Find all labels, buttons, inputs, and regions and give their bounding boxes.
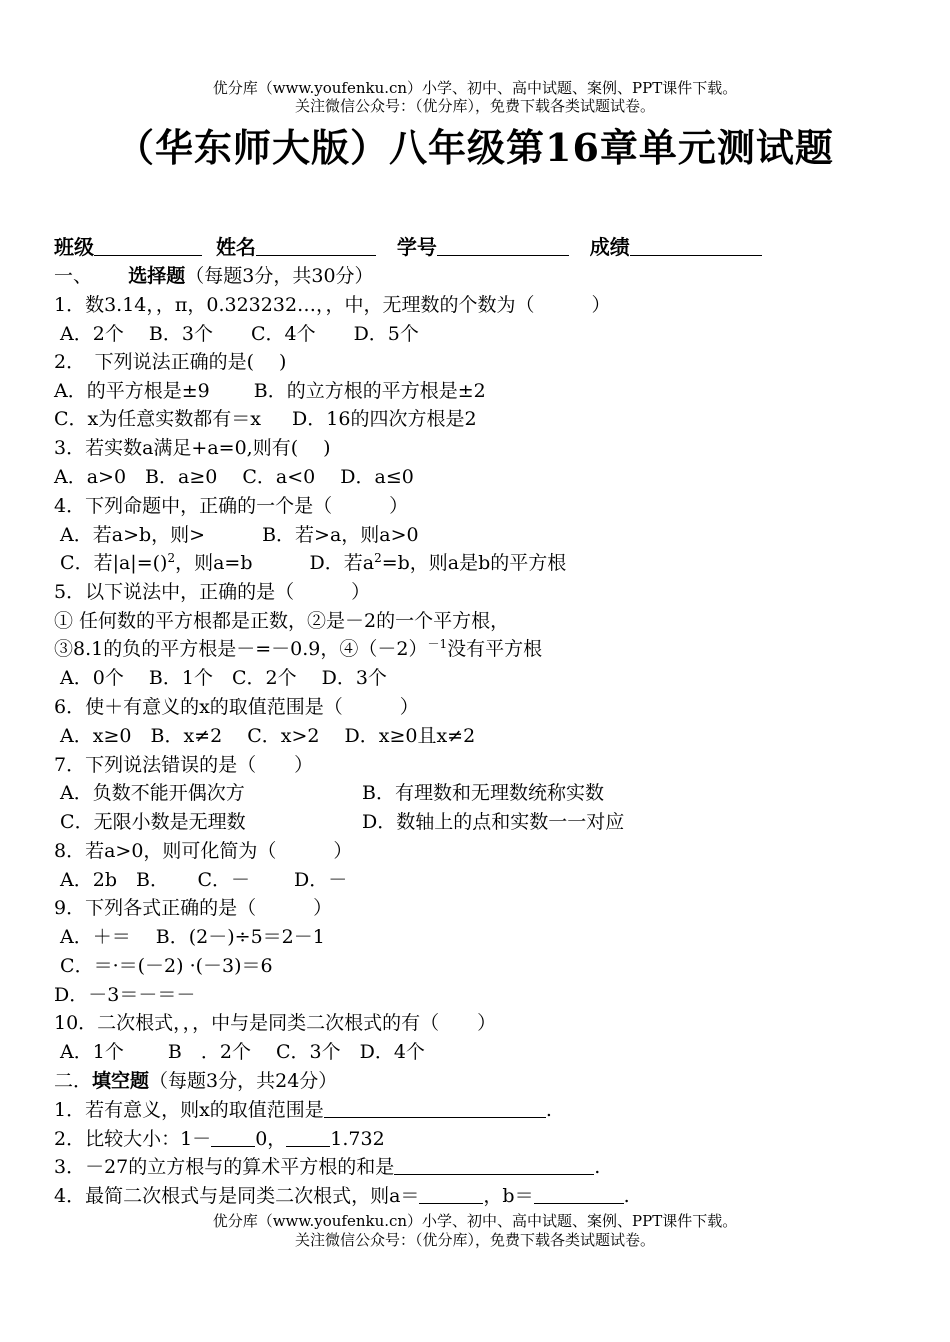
fill-2: [54, 1126, 385, 1152]
q7-option-c: C．无限小数是无理数: [54, 811, 246, 833]
fill-2-blank-1[interactable]: [211, 1126, 255, 1147]
section-1-number: 一、: [54, 265, 93, 287]
q4-stem: 4．下列命题中，正确的一个是（ ）: [54, 495, 409, 517]
fill-2-blank-2[interactable]: [286, 1126, 330, 1147]
fill-4-mid: ，b＝: [483, 1185, 534, 1207]
footer-line-2: 关注微信公众号：（优分库），免费下载各类试题试卷。: [294, 1231, 655, 1249]
q1-stem: 1．数3.14，，π，0.323232…，，中，无理数的个数为（ ）: [54, 294, 611, 316]
q4-option-d-exponent: 2: [374, 551, 382, 565]
section-1-title: 选择题: [128, 265, 186, 287]
q4-options-cd: [54, 550, 566, 576]
page-title: （华东师大版）八年级第16章单元测试题: [116, 125, 834, 170]
class-label: 班级: [54, 235, 94, 259]
section-1-heading: [54, 263, 374, 289]
fill-1-blank[interactable]: [324, 1097, 546, 1118]
fill-4-end: .: [623, 1185, 630, 1207]
q5-statement-2: [54, 636, 542, 662]
q5-exponent: －1: [427, 637, 448, 651]
footer-line-1: 优分库（www.youfenku.cn）小学、初中、高中试题、案例、PPT课件下载。: [212, 1212, 738, 1230]
q2-options-ab: A．的平方根是±9 B．的立方根的平方根是±2: [54, 380, 486, 402]
fill-2-mid: 0，: [255, 1128, 287, 1150]
student-info-row: [54, 234, 762, 260]
section-2-number: 二．: [54, 1070, 93, 1092]
q4-options-ab: A．若a>b，则> B．若>a，则a>0: [54, 524, 419, 546]
header-line-2: 关注微信公众号：（优分库），免费下载各类试题试卷。: [294, 97, 655, 115]
fill-4: [54, 1183, 630, 1209]
number-label: 学号: [396, 235, 437, 259]
q3-options: A．a>0 B．a≥0 C．a<0 D．a≤0: [54, 466, 414, 488]
q9-option-d: D．－3＝－＝－: [54, 984, 196, 1006]
fill-3: [54, 1154, 600, 1180]
name-label: 姓名: [215, 235, 256, 259]
section-2-heading: [54, 1068, 337, 1094]
fill-2-text: 2．比较大小：1－: [54, 1128, 212, 1150]
q5-statement-2-text: ③8.1的负的平方根是－=－0.9，④（－2）: [54, 638, 428, 660]
q2-options-cd: C．x为任意实数都有＝x D．16的四次方根是2: [54, 408, 477, 430]
number-blank: [437, 235, 569, 256]
q6-options: A．x≥0 B．x≠2 C．x>2 D．x≥0且x≠2: [54, 725, 476, 747]
q10-stem: 10．二次根式，，，中与是同类二次根式的有（ ）: [54, 1012, 497, 1034]
q4-option-c-exponent: 2: [167, 551, 176, 565]
q8-options: A．2b B． C．－ D．－: [54, 869, 348, 891]
q7-stem: 7．下列说法错误的是（ ）: [54, 754, 314, 776]
q3-stem: 3．若实数a满足+a=0,则有( ): [54, 437, 331, 459]
fill-1-end: .: [545, 1099, 552, 1121]
fill-2-end: 1.732: [330, 1128, 385, 1150]
q8-stem: 8．若a>0，则可化简为（ ）: [54, 840, 353, 862]
q4-option-d-text: =b，则a是b的平方根: [381, 552, 567, 574]
section-2-title: 填空题: [92, 1070, 150, 1092]
q10-options: A．1个 B ．2个 C．3个 D．4个: [54, 1041, 425, 1063]
q5-options: A．0个 B．1个 C．2个 D．3个: [54, 667, 387, 689]
q7-option-a: A．负数不能开偶次方: [54, 782, 245, 804]
fill-3-text: 3．－27的立方根与的算术平方根的和是: [54, 1156, 395, 1178]
q9-option-c: C．＝·＝(－2) ·(－3)＝6: [54, 955, 273, 977]
score-blank: [630, 235, 762, 256]
fill-3-end: .: [594, 1156, 601, 1178]
q5-statement-2-tail: 没有平方根: [447, 638, 543, 660]
q5-statement-1: ① 任何数的平方根都是正数，②是－2的一个平方根，: [54, 610, 510, 632]
q1-options: A．2个 B．3个 C．4个 D．5个: [54, 323, 419, 345]
fill-4-blank-a[interactable]: [419, 1183, 483, 1204]
fill-1-text: 1．若有意义，则x的取值范围是: [54, 1099, 324, 1121]
q5-stem: 5．以下说法中，正确的是（ ）: [54, 581, 371, 603]
q7-option-b: B．有理数和无理数统称实数: [362, 782, 604, 804]
name-blank: [256, 235, 376, 256]
q4-option-cd-text: ，则a=b D．若a: [175, 552, 375, 574]
q2-stem: 2． 下列说法正确的是( ): [54, 351, 287, 373]
q7-options-cd: [54, 809, 625, 835]
q7-option-d: D．数轴上的点和实数一一对应: [362, 811, 625, 833]
q4-option-c-text: C．若|a|=(): [54, 552, 168, 574]
section-2-note: （每题3分，共24分）: [149, 1070, 338, 1092]
fill-4-blank-b[interactable]: [534, 1183, 624, 1204]
q9-stem: 9．下列各式正确的是（ ）: [54, 897, 333, 919]
header-line-1: 优分库（www.youfenku.cn）小学、初中、高中试题、案例、PPT课件下载。: [212, 79, 738, 97]
q6-stem: 6．使＋有意义的x的取值范围是（ ）: [54, 696, 419, 718]
score-label: 成绩: [589, 235, 630, 259]
q7-options-ab: [54, 780, 604, 806]
fill-3-blank[interactable]: [394, 1154, 594, 1175]
fill-1: [54, 1097, 552, 1123]
class-blank: [94, 235, 202, 256]
q9-options-ab: A．＋＝ B．(2－)÷5＝2－1: [54, 926, 325, 948]
section-1-note: （每题3分，共30分）: [185, 265, 374, 287]
fill-4-text: 4．最简二次根式与是同类二次根式，则a＝: [54, 1185, 420, 1207]
